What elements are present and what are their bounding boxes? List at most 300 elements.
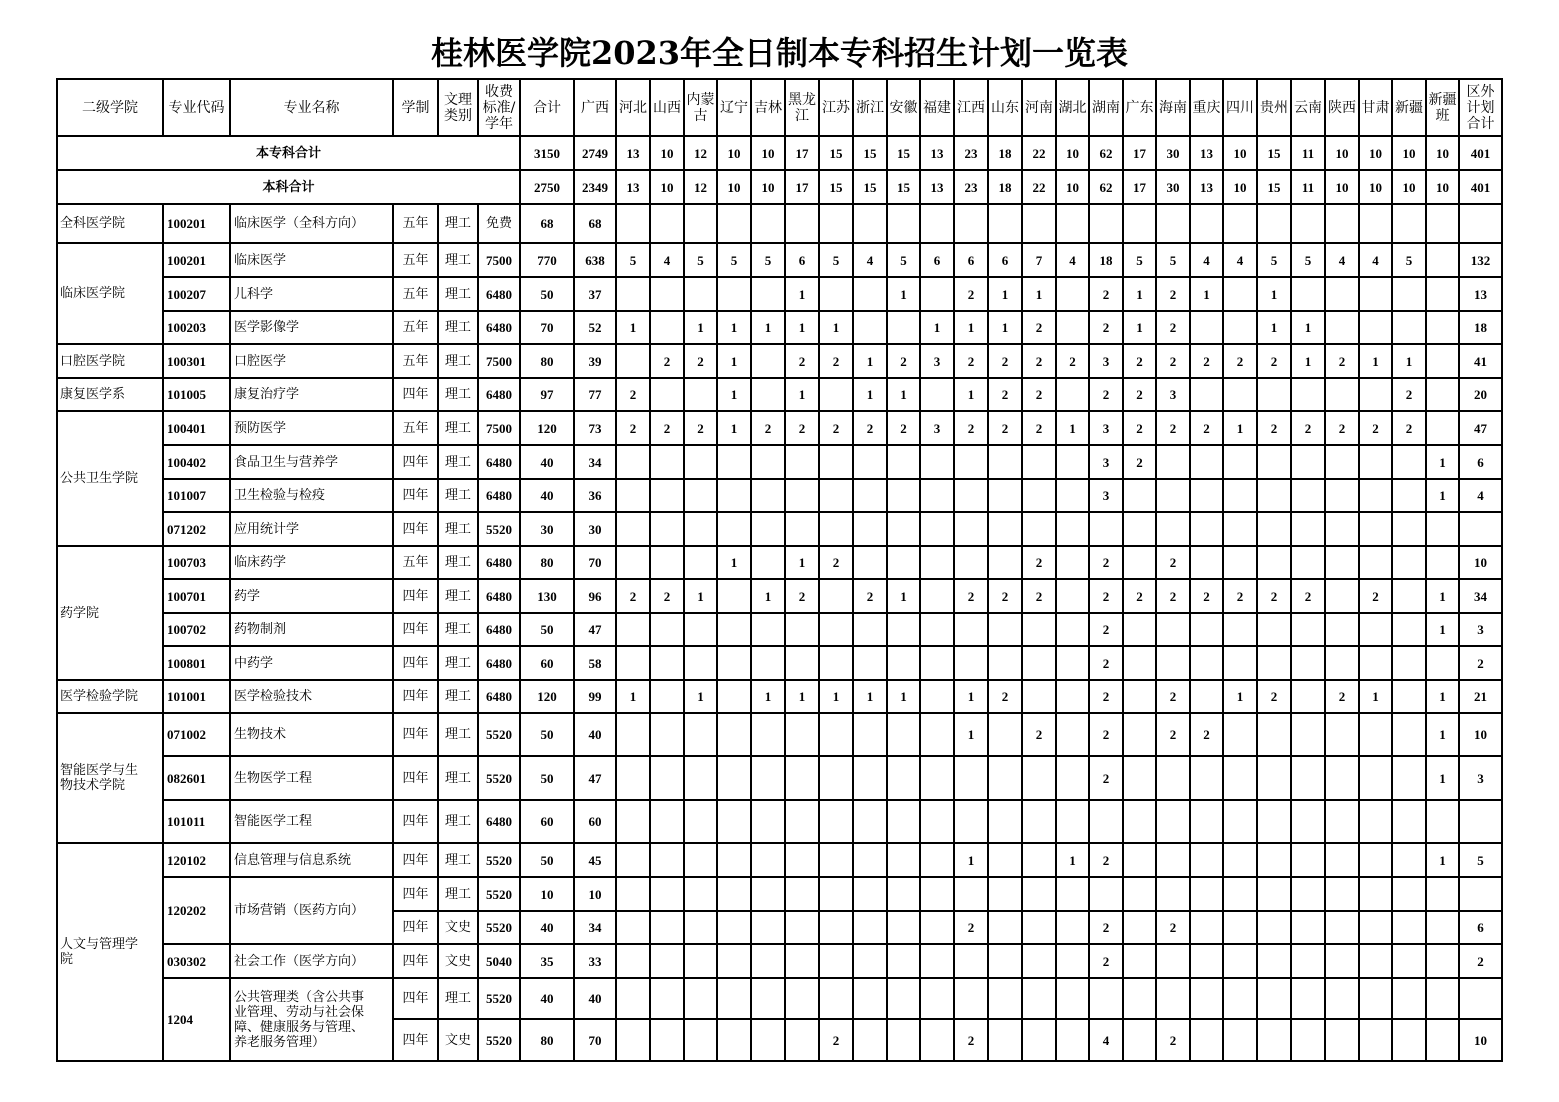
province-cell (1190, 479, 1223, 512)
province-cell: 2 (650, 411, 684, 445)
province-cell: 7 (1022, 243, 1056, 277)
province-cell (785, 445, 819, 479)
province-cell (751, 512, 785, 546)
province-cell: 4 (1056, 243, 1089, 277)
province-cell: 2 (1022, 411, 1056, 445)
province-cell (887, 512, 920, 546)
province-cell (1325, 944, 1359, 978)
duration-cell: 四年 (393, 944, 438, 978)
province-cell: 10 (1325, 136, 1359, 170)
province-cell (1022, 680, 1056, 713)
category-cell: 文史 (438, 1019, 478, 1061)
province-cell: 2 (819, 546, 853, 579)
province-cell (1291, 756, 1325, 800)
province-cell (1392, 800, 1426, 843)
province-cell (819, 613, 853, 646)
province-cell: 2 (887, 411, 920, 445)
province-cell: 2 (954, 579, 988, 613)
province-cell (1089, 204, 1123, 243)
total-cell: 770 (520, 243, 574, 277)
province-cell: 6 (988, 243, 1022, 277)
province-cell (1022, 479, 1056, 512)
province-cell (988, 911, 1022, 944)
major-name-cell: 临床医学（全科方向） (230, 204, 393, 243)
province-cell (1223, 277, 1257, 311)
province-cell (650, 877, 684, 911)
province-cell (1022, 204, 1056, 243)
total-cell: 50 (520, 277, 574, 311)
major-name-cell: 生物技术 (230, 713, 393, 756)
province-cell (717, 277, 751, 311)
province-cell (887, 800, 920, 843)
province-cell (1392, 944, 1426, 978)
province-cell (751, 646, 785, 680)
province-cell: 2 (1089, 756, 1123, 800)
province-cell (1257, 978, 1291, 1019)
province-cell (650, 756, 684, 800)
outside-total-cell: 34 (1459, 579, 1502, 613)
province-cell (1291, 204, 1325, 243)
college-cell: 智能医学与生 物技术学院 (57, 713, 163, 843)
province-cell (650, 512, 684, 546)
category-cell: 理工 (438, 378, 478, 411)
province-cell (920, 512, 954, 546)
province-cell: 1 (751, 579, 785, 613)
province-cell (1426, 911, 1459, 944)
province-cell (684, 843, 717, 877)
province-cell (684, 713, 717, 756)
province-cell: 5 (717, 243, 751, 277)
table-row (57, 877, 1502, 911)
province-cell: 23 (954, 170, 988, 204)
province-cell (1426, 243, 1459, 277)
guangxi-cell: 40 (574, 713, 616, 756)
province-cell: 6 (785, 243, 819, 277)
fee-cell: 5520 (478, 756, 520, 800)
province-cell (650, 479, 684, 512)
guangxi-cell: 638 (574, 243, 616, 277)
province-cell (616, 546, 650, 579)
province-cell (1056, 579, 1089, 613)
province-cell (616, 512, 650, 546)
province-cell (1056, 944, 1089, 978)
province-cell (1257, 646, 1291, 680)
province-cell (1022, 978, 1056, 1019)
province-cell: 2 (1325, 680, 1359, 713)
province-cell (1089, 512, 1123, 546)
province-cell (1056, 277, 1089, 311)
code-header: 专业代码 (163, 79, 230, 136)
province-cell (1022, 756, 1056, 800)
province-cell (1325, 911, 1359, 944)
duration-cell: 五年 (393, 277, 438, 311)
province-cell (684, 944, 717, 978)
province-cell: 17 (785, 170, 819, 204)
province-header: 四川 (1223, 79, 1257, 136)
province-cell: 10 (1392, 170, 1426, 204)
province-cell (1392, 277, 1426, 311)
province-cell (920, 756, 954, 800)
province-cell (954, 445, 988, 479)
province-cell (616, 800, 650, 843)
province-cell (1056, 311, 1089, 344)
province-cell (1190, 680, 1223, 713)
province-cell: 5 (887, 243, 920, 277)
major-name-cell: 药学 (230, 579, 393, 613)
province-cell: 22 (1022, 170, 1056, 204)
province-cell: 2 (1089, 646, 1123, 680)
province-cell: 2 (1123, 445, 1156, 479)
province-cell: 3 (920, 344, 954, 378)
province-cell (717, 646, 751, 680)
fee-cell: 6480 (478, 311, 520, 344)
province-cell: 2 (887, 344, 920, 378)
province-cell (853, 445, 887, 479)
province-cell (1359, 978, 1392, 1019)
province-cell: 2 (1156, 579, 1190, 613)
major-name-cell: 口腔医学 (230, 344, 393, 378)
fee-cell: 6480 (478, 277, 520, 311)
province-cell: 2 (1156, 344, 1190, 378)
province-cell (1190, 978, 1223, 1019)
province-cell (887, 1019, 920, 1061)
province-cell (616, 344, 650, 378)
province-header: 云南 (1291, 79, 1325, 136)
total-cell: 50 (520, 756, 574, 800)
major-code-cell: 100301 (163, 344, 230, 378)
province-cell (1359, 713, 1392, 756)
province-header: 江苏 (819, 79, 853, 136)
province-cell (616, 756, 650, 800)
province-cell: 1 (1426, 579, 1459, 613)
province-cell (1022, 445, 1056, 479)
province-cell (1056, 713, 1089, 756)
college-cell: 临床医学院 (57, 243, 163, 344)
province-cell: 2 (954, 411, 988, 445)
province-cell (650, 944, 684, 978)
province-cell: 2 (1257, 680, 1291, 713)
province-cell (1392, 512, 1426, 546)
outside-total-cell: 3 (1459, 756, 1502, 800)
fee-cell: 6480 (478, 800, 520, 843)
province-cell (819, 204, 853, 243)
province-cell (920, 479, 954, 512)
province-cell: 2 (1190, 344, 1223, 378)
fee-cell: 5520 (478, 877, 520, 911)
province-cell (819, 479, 853, 512)
guangxi-cell: 2349 (574, 170, 616, 204)
province-cell: 4 (853, 243, 887, 277)
province-cell (1056, 445, 1089, 479)
major-name-cell: 卫生检验与检疫 (230, 479, 393, 512)
major-code-cell: 100207 (163, 277, 230, 311)
fee-cell: 5520 (478, 713, 520, 756)
province-cell (920, 843, 954, 877)
province-cell (1359, 378, 1392, 411)
province-cell: 2 (785, 411, 819, 445)
province-cell (920, 1019, 954, 1061)
province-cell (1123, 512, 1156, 546)
outside-total-cell: 2 (1459, 646, 1502, 680)
category-cell: 理工 (438, 978, 478, 1019)
table-row (57, 713, 1502, 756)
province-cell (1257, 204, 1291, 243)
province-cell (1325, 546, 1359, 579)
province-cell (684, 512, 717, 546)
province-cell: 2 (1022, 311, 1056, 344)
province-cell (1056, 479, 1089, 512)
province-cell (954, 756, 988, 800)
province-cell (650, 613, 684, 646)
province-cell: 2 (1089, 680, 1123, 713)
province-cell (887, 613, 920, 646)
duration-cell: 四年 (393, 378, 438, 411)
province-cell: 1 (954, 311, 988, 344)
guangxi-cell: 68 (574, 204, 616, 243)
province-cell (853, 613, 887, 646)
province-cell (1190, 911, 1223, 944)
province-header: 福建 (920, 79, 954, 136)
duration-cell: 五年 (393, 243, 438, 277)
province-cell (751, 800, 785, 843)
category-cell: 理工 (438, 277, 478, 311)
guangxi-cell: 10 (574, 877, 616, 911)
major-code-cell: 101007 (163, 479, 230, 512)
province-cell (819, 843, 853, 877)
province-cell (1257, 877, 1291, 911)
province-cell: 1 (819, 680, 853, 713)
total-cell: 10 (520, 877, 574, 911)
province-cell (717, 680, 751, 713)
province-cell: 1 (1359, 680, 1392, 713)
province-cell (819, 646, 853, 680)
major-code-cell: 100402 (163, 445, 230, 479)
province-cell (988, 512, 1022, 546)
province-cell (751, 843, 785, 877)
outside-total-cell (1459, 512, 1502, 546)
province-cell (1392, 546, 1426, 579)
province-cell (920, 911, 954, 944)
province-cell (1123, 978, 1156, 1019)
province-cell (751, 1019, 785, 1061)
province-cell (684, 479, 717, 512)
province-cell: 2 (988, 579, 1022, 613)
province-cell (616, 1019, 650, 1061)
table-row (57, 311, 1502, 344)
province-cell: 1 (1426, 613, 1459, 646)
province-cell (1056, 800, 1089, 843)
province-cell (988, 978, 1022, 1019)
province-cell: 2 (988, 411, 1022, 445)
province-cell (1056, 1019, 1089, 1061)
province-cell: 2 (1089, 277, 1123, 311)
major-name-cell: 食品卫生与营养学 (230, 445, 393, 479)
province-cell: 2 (1089, 713, 1123, 756)
province-cell (1426, 378, 1459, 411)
outside-total-cell: 3 (1459, 613, 1502, 646)
province-cell: 5 (1392, 243, 1426, 277)
province-cell (751, 978, 785, 1019)
guangxi-cell: 99 (574, 680, 616, 713)
major-code-cell: 101011 (163, 800, 230, 843)
province-cell (1359, 911, 1392, 944)
province-cell (684, 877, 717, 911)
province-cell (1291, 445, 1325, 479)
province-cell: 2 (1089, 911, 1123, 944)
province-cell: 2 (684, 411, 717, 445)
fee-header: 收费 标准/ 学年 (478, 79, 520, 136)
province-cell: 12 (684, 170, 717, 204)
province-cell (1156, 978, 1190, 1019)
province-cell (751, 546, 785, 579)
province-header: 山西 (650, 79, 684, 136)
outside-total-cell: 5 (1459, 843, 1502, 877)
province-cell: 1 (954, 680, 988, 713)
province-cell (1223, 546, 1257, 579)
province-cell (819, 978, 853, 1019)
province-cell (684, 800, 717, 843)
province-cell (1223, 843, 1257, 877)
duration-cell: 五年 (393, 344, 438, 378)
province-cell (684, 911, 717, 944)
province-header: 江西 (954, 79, 988, 136)
province-header: 河北 (616, 79, 650, 136)
province-cell: 10 (1056, 136, 1089, 170)
province-cell: 2 (1156, 411, 1190, 445)
province-cell: 1 (1223, 411, 1257, 445)
province-cell (650, 1019, 684, 1061)
province-cell: 1 (853, 344, 887, 378)
province-cell (1392, 713, 1426, 756)
province-cell (1426, 546, 1459, 579)
province-cell (954, 944, 988, 978)
province-cell: 15 (853, 170, 887, 204)
province-cell (785, 713, 819, 756)
category-cell: 理工 (438, 843, 478, 877)
table-row (57, 411, 1502, 445)
province-cell: 2 (954, 344, 988, 378)
province-cell: 2 (751, 411, 785, 445)
province-cell: 10 (1056, 170, 1089, 204)
guangxi-cell: 58 (574, 646, 616, 680)
major-name-cell: 生物医学工程 (230, 756, 393, 800)
province-cell (1325, 978, 1359, 1019)
province-cell (853, 944, 887, 978)
province-cell (1392, 680, 1426, 713)
major-code-cell: 082601 (163, 756, 230, 800)
duration-cell: 五年 (393, 311, 438, 344)
province-cell: 2 (1022, 546, 1056, 579)
province-cell (650, 445, 684, 479)
province-cell (616, 277, 650, 311)
duration-cell: 四年 (393, 877, 438, 911)
category-cell: 理工 (438, 411, 478, 445)
province-cell (650, 204, 684, 243)
province-cell (751, 277, 785, 311)
province-cell (1190, 1019, 1223, 1061)
province-cell (819, 378, 853, 411)
province-cell (920, 713, 954, 756)
province-cell (954, 613, 988, 646)
province-cell (819, 800, 853, 843)
province-cell: 1 (988, 277, 1022, 311)
province-cell (1223, 479, 1257, 512)
table-row (57, 277, 1502, 311)
province-cell (1056, 911, 1089, 944)
major-code-cell: 100801 (163, 646, 230, 680)
province-cell (785, 479, 819, 512)
province-cell (1190, 204, 1223, 243)
province-cell (785, 978, 819, 1019)
province-cell (1257, 378, 1291, 411)
province-cell (887, 204, 920, 243)
province-cell (650, 911, 684, 944)
major-code-cell: 071002 (163, 713, 230, 756)
province-cell (1325, 877, 1359, 911)
province-cell (988, 479, 1022, 512)
province-cell (887, 479, 920, 512)
province-cell (616, 978, 650, 1019)
province-cell (751, 713, 785, 756)
province-cell: 2 (819, 1019, 853, 1061)
category-cell: 理工 (438, 445, 478, 479)
province-cell: 2 (1190, 579, 1223, 613)
province-cell: 1 (616, 311, 650, 344)
province-cell: 2 (1156, 277, 1190, 311)
province-cell (1190, 646, 1223, 680)
province-cell (1223, 911, 1257, 944)
province-cell: 3 (1089, 445, 1123, 479)
province-cell: 4 (1325, 243, 1359, 277)
province-cell: 1 (1257, 311, 1291, 344)
province-cell (1056, 204, 1089, 243)
province-cell: 1 (785, 378, 819, 411)
province-cell (751, 911, 785, 944)
outside-total-cell: 4 (1459, 479, 1502, 512)
province-cell (616, 204, 650, 243)
province-cell (785, 911, 819, 944)
province-cell (887, 546, 920, 579)
province-cell (1325, 579, 1359, 613)
total-cell: 70 (520, 311, 574, 344)
province-cell (650, 843, 684, 877)
province-cell: 2 (1089, 613, 1123, 646)
province-cell (1426, 512, 1459, 546)
province-cell: 2 (1089, 378, 1123, 411)
province-cell: 2 (954, 277, 988, 311)
major-code-cell: 1204 (163, 978, 230, 1061)
province-cell: 6 (920, 243, 954, 277)
province-cell (887, 713, 920, 756)
province-cell: 2 (954, 1019, 988, 1061)
province-cell: 17 (1123, 170, 1156, 204)
province-cell (1392, 479, 1426, 512)
major-code-cell: 100703 (163, 546, 230, 579)
province-cell: 2 (1257, 411, 1291, 445)
province-header: 湖北 (1056, 79, 1089, 136)
province-cell (1123, 944, 1156, 978)
province-cell: 10 (751, 136, 785, 170)
fee-cell: 6480 (478, 546, 520, 579)
province-cell: 1 (1426, 680, 1459, 713)
province-header: 陕西 (1325, 79, 1359, 136)
major-code-cell: 101005 (163, 378, 230, 411)
fee-cell: 5520 (478, 911, 520, 944)
province-cell (1223, 713, 1257, 756)
province-cell (1325, 800, 1359, 843)
province-cell: 2 (1022, 344, 1056, 378)
outside-total-cell (1459, 204, 1502, 243)
